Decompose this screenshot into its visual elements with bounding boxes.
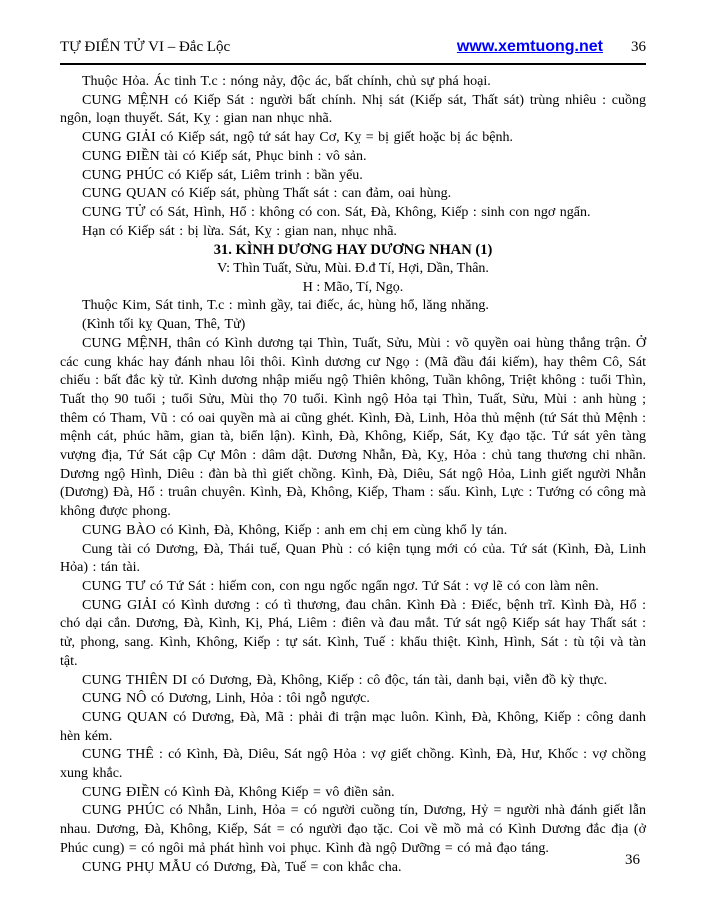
- paragraph-12: Thuộc Kim, Sát tinh, T.c : mình gầy, tai điếc, ác, hùng hổ, lăng nhăng.: [82, 298, 489, 314]
- paragraph-19: CUNG THIÊN DI có Dương, Đà, Không, Kiếp : cô độc, tán tài, danh bại, viễn đồ kỳ thực.: [82, 672, 608, 688]
- paragraph-14: CUNG MỆNH, thân có Kình dương tại Thìn, Tuất, Sửu, Mùi : võ quyền oai hùng thắng trận. Ở các cung khác hay đánh nhau lôi thôi. Kình dương cư Ngọ : (Mã đầu đái kiếm), hay thêm Cô, Sát chiếu : bất đắc kỳ tử. Kình dương nhập miếu ngộ Thiên không, Tuần không, Triệt không : tuổi Thìn, Tuất thọ 90 tuổi ; tuổi Sửu, Mùi thọ 70 tuổi. Kình ngộ Hỏa tại Thìn, Tuất, Sửu, Mùi : anh hùng ; thêm có Tham, Vũ : có oai quyền mà ai cũng ghét. Kình, Đà, Linh, Hỏa thủ mệnh (tứ Sát thủ Mệnh : mệnh cát, phúc hãm, gian tà, biển lận). Kình, Đà, Không, Kiếp, Sát, Kỵ đạo tặc. Tứ sát yên tàng vượng địa, Tứ Sát cập Cự Môn : dâm dật. Dương Nhẫn, Đà, Kỵ, Hỏa : chủ tang thương chi nhãn. Dương ngộ Hình, Diêu : đàn bà thì giết chồng. Kình, Đà, Diêu, Sát ngộ Hỏa, Linh giết người Nhẫn (Dương) Đà, Hổ : truân chuyên. Kình, Đà, Không, Kiếp, Tham : sấu. Kình, Lực : Tướng có công mà không được phong.: [60, 335, 646, 520]
- paragraph-13: (Kình tối kỵ Quan, Thê, Tử): [82, 317, 246, 333]
- document-page: [60, 38, 646, 877]
- paragraph-6: CUNG QUAN có Kiếp sát, phùng Thất sát : can đảm, oai hùng.: [82, 186, 452, 202]
- footer-page-number: 36: [625, 852, 640, 868]
- paragraph-17: CUNG TƯ có Tứ Sát : hiếm con, con ngu ngốc ngẩn ngơ. Tứ Sát : vợ lẽ có con làm nên.: [82, 578, 599, 594]
- document-body: [60, 73, 646, 877]
- paragraph-8: Hạn có Kiếp sát : bị lừa. Sát, Kỵ : gian nan, nhục nhã.: [82, 223, 397, 239]
- paragraph-22: CUNG THÊ : có Kình, Đà, Diêu, Sát ngộ Hỏa : vợ giết chồng. Kình, Đà, Hư, Khốc : vợ chồng xung khắc.: [60, 747, 646, 782]
- paragraph-15: CUNG BÀO có Kình, Đà, Không, Kiếp : anh em chị em cùng khổ ly tán.: [82, 522, 508, 538]
- header-divider: [60, 63, 646, 65]
- paragraph-4: CUNG ĐIỀN tài có Kiếp sát, Phục binh : vô sản.: [82, 148, 367, 164]
- paragraph-25: CUNG PHỤ MẪU có Dương, Đà, Tuế = con khắc cha.: [82, 859, 402, 875]
- paragraph-5: CUNG PHÚC có Kiếp sát, Liêm trinh : bần yểu.: [82, 167, 363, 183]
- paragraph-1: Thuộc Hỏa. Ác tinh T.c : nóng nảy, độc ác, bất chính, chủ sự phá hoại.: [82, 74, 491, 89]
- paragraph-10: V: Thìn Tuất, Sửu, Mùi. Đ.đ Tí, Hợi, Dần, Thân.: [217, 261, 489, 277]
- header-url-link[interactable]: www.xemtuong.net: [456, 38, 603, 55]
- paragraph-20: CUNG NÔ có Dương, Linh, Hỏa : tôi ngỗ ngược.: [82, 691, 370, 707]
- paragraph-23: CUNG ĐIỀN có Kình Đà, Không Kiếp = vô điền sản.: [82, 784, 395, 800]
- header-page-number: 36: [631, 39, 646, 55]
- paragraph-11: H : Mão, Tí, Ngọ.: [302, 279, 404, 295]
- paragraph-18: CUNG GIẢI có Kình dương : có tì thương, đau chân. Kình Đà : Điếc, bệnh trĩ. Kình Đà, Hổ : chó dại cắn. Dương, Đà, Kình, Kị, Phá, Liêm : điên và đau mắt. Tứ sát ngộ Kiếp sát hay Thất sát : tử, phong, sang. Kình, Không, Kiếp : tự sát. Kình, Tuế : khẩu thiệt. Kình, Hình, Sát : tù tội và tàn tật.: [60, 597, 646, 669]
- header-title: TỰ ĐIỂN TỬ VI – Đắc Lộc: [60, 39, 231, 55]
- page-header: [60, 38, 646, 56]
- paragraph-24: CUNG PHÚC có Nhẫn, Linh, Hỏa = có người cuồng tín, Dương, Hỷ = người nhà đánh giết lẫn nhau. Dương, Đà, Không, Kiếp, Sát = có người đạo tặc. Coi về mồ mả có Kình Dương đắc địa (ở Phúc cung) = có ngôi mả phát hình voi phục. Kình đà ngộ Dưỡng = có mả đạo táng.: [60, 803, 646, 856]
- paragraph-21: CUNG QUAN có Dương, Đà, Mã : phải đi trận mạc luôn. Kình, Đà, Không, Kiếp : công danh hèn kém.: [60, 709, 646, 744]
- page-footer: [60, 852, 646, 869]
- paragraph-16: Cung tài có Dương, Đà, Thái tuế, Quan Phù : có kiện tụng mới có của. Tứ sát (Kình, Đà, Linh Hỏa) : tán tài.: [60, 541, 646, 576]
- header-right-group: [457, 38, 646, 56]
- paragraph-3: CUNG GIẢI có Kiếp sát, ngộ tứ sát hay Cơ, Kỵ = bị giết hoặc bị ác bệnh.: [82, 130, 514, 146]
- section-heading: 31. KÌNH DƯƠNG HAY DƯƠNG NHAN (1): [213, 242, 493, 259]
- paragraph-2: CUNG MỆNH có Kiếp Sát : người bất chính. Nhị sát (Kiếp sát, Thất sát) trùng nhiêu : cuồng ngôn, loạn thuyết. Sát, Kỵ : gian nan nhục nhã.: [60, 92, 646, 127]
- paragraph-7: CUNG TỬ có Sát, Hình, Hổ : không có con. Sát, Đà, Không, Kiếp : sinh con ngơ ngẩn.: [82, 204, 591, 220]
